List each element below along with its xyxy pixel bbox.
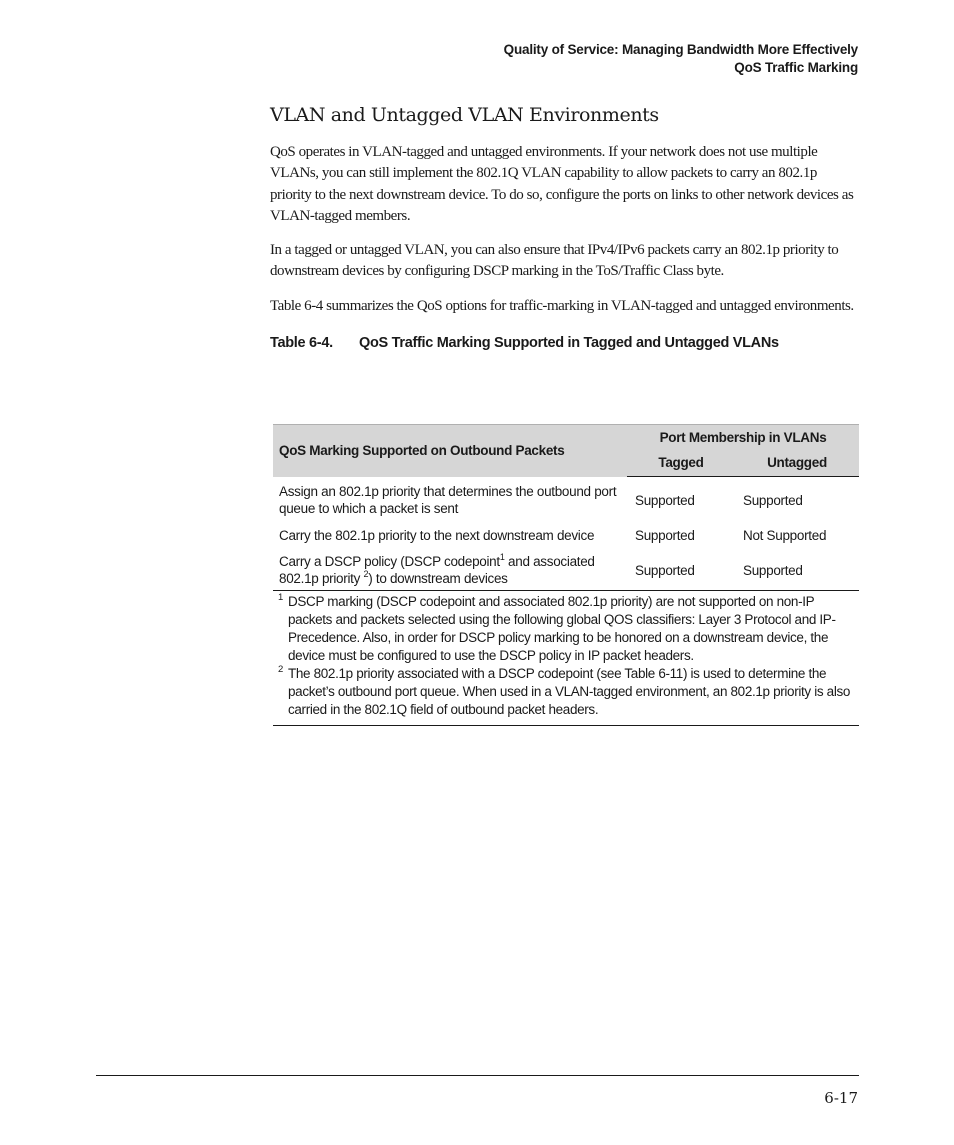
row-label-part: and associated 802.1p priority — [279, 554, 595, 586]
main-content — [270, 102, 858, 351]
header-qos-marking: QoS Marking Supported on Outbound Packets — [273, 425, 627, 477]
header-untagged: Untagged — [735, 449, 859, 477]
row-untagged-value: Supported — [743, 492, 803, 508]
table-row — [273, 520, 859, 550]
row-untagged-value: Supported — [735, 550, 859, 591]
row-label: Assign an 802.1p priority that determines the outbound port queue to which a packet is sent — [279, 483, 617, 516]
table-caption-title: QoS Traffic Marking Supported in Tagged and Untagged VLANs — [359, 335, 779, 352]
running-header-chapter: Quality of Service: Managing Bandwidth More Effectively — [503, 42, 858, 57]
page-number: 6-17 — [824, 1089, 858, 1107]
row-tagged-value: Supported — [627, 550, 735, 591]
body-paragraph-1: QoS operates in VLAN-tagged and untagged environments. If your network does not use multiple VLANs, you can still implement the 802.1Q VLAN capability to allow packets to carry an 802.1p priority to the next downstream device. To do so, configure the ports on links to other network devices as VLAN-tagged members. — [270, 144, 854, 224]
row-label — [273, 550, 627, 591]
footnote-text: DSCP marking (DSCP codepoint and associated 802.1p priority) are not supported on non-IP packets and packets selected using the following global QOS classifiers: Layer 3 Protocol and IP-Precedence. Also, in order for DSCP policy marking to be honored on a downstream device, the device must be configured to use the DSCP policy in IP packet headers. — [288, 594, 836, 663]
table-caption-number: Table 6-4. — [270, 335, 333, 352]
table-caption — [270, 335, 858, 351]
row-label-part: Carry a DSCP policy (DSCP codepoint — [279, 554, 500, 569]
footer-divider — [96, 1075, 859, 1076]
body-paragraph-2: In a tagged or untagged VLAN, you can also ensure that IPv4/IPv6 packets carry an 802.1p priority to downstream devices by configuring DSCP marking in the ToS/Traffic Class byte. — [270, 242, 839, 280]
table-row — [273, 477, 859, 521]
running-header — [504, 41, 858, 76]
footnote-text: The 802.1p priority associated with a DSCP codepoint (see Table 6-11) is used to determine the packet’s outbound port queue. When used in a VLAN-tagged environment, an 802.1p priority is also carried in the 802.1Q field of outbound packet headers. — [288, 666, 851, 717]
row-untagged-value: Not Supported — [743, 527, 827, 543]
row-label: Carry the 802.1p priority to the next downstream device — [279, 527, 595, 543]
table-row — [273, 550, 859, 591]
footnote-1 — [273, 593, 859, 665]
footnote-ref-1: 1 — [499, 552, 505, 562]
footnote-ref-2: 2 — [363, 569, 369, 579]
footnote-2 — [273, 665, 859, 719]
row-tagged-value: Supported — [635, 527, 695, 543]
table-footnotes — [273, 593, 859, 726]
running-header-section: QoS Traffic Marking — [734, 59, 858, 75]
footnote-mark: 2 — [278, 664, 283, 675]
qos-marking-table — [273, 424, 859, 591]
row-label-part: ) to downstream devices — [368, 571, 508, 586]
header-port-membership: Port Membership in VLANs — [627, 425, 859, 450]
row-tagged-value: Supported — [635, 492, 695, 508]
footnote-mark: 1 — [278, 592, 283, 603]
body-paragraph-3: Table 6-4 summarizes the QoS options for traffic-marking in VLAN-tagged and untagged environments. — [270, 297, 854, 314]
section-title: VLAN and Untagged VLAN Environments — [270, 104, 659, 126]
header-tagged: Tagged — [627, 449, 735, 477]
